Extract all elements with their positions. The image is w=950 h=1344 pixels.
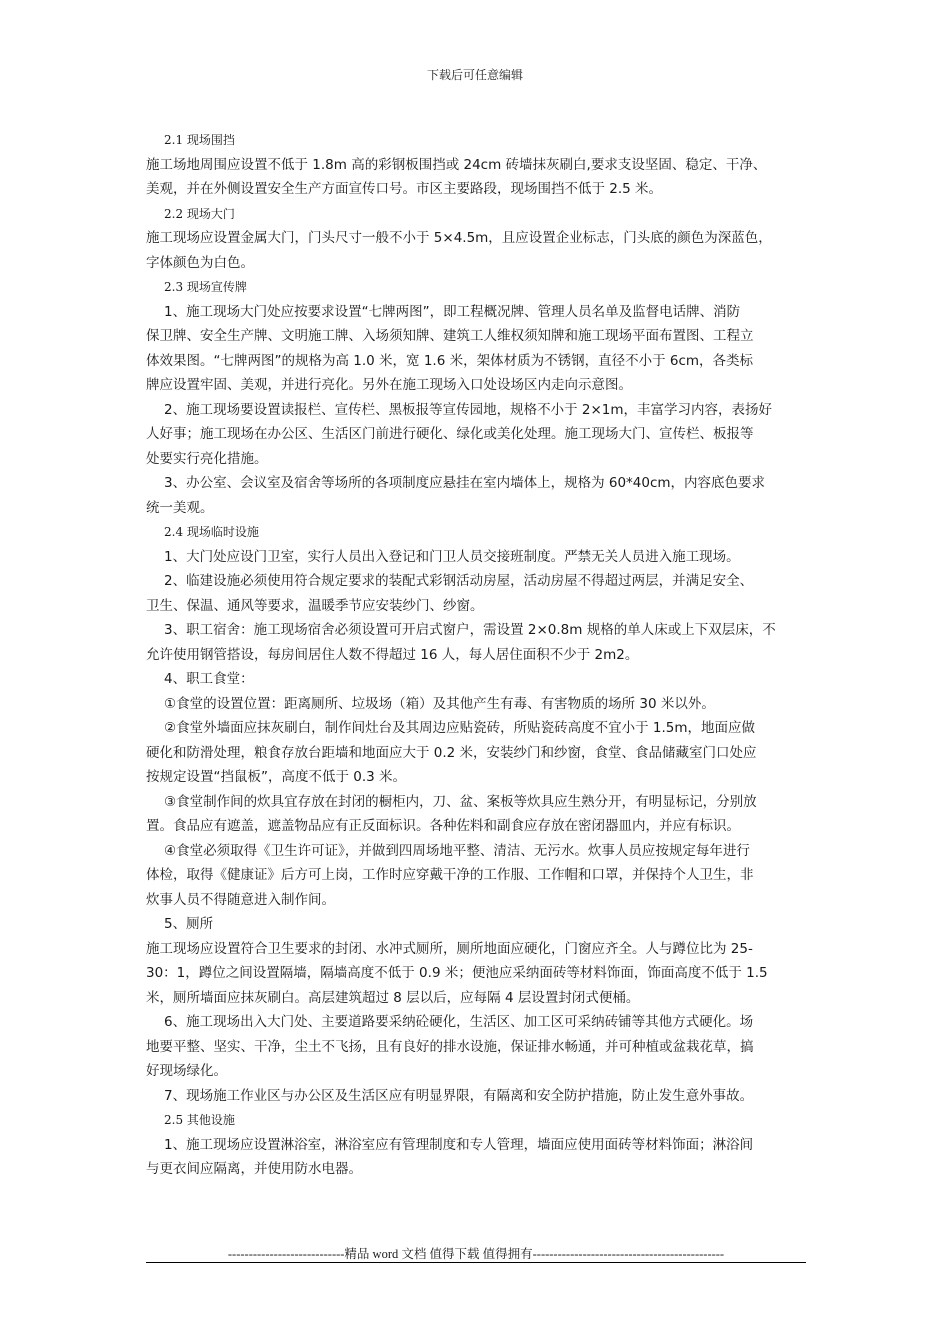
text-line: 5、厕所 (164, 916, 214, 932)
text-line: 1、施工现场应设置淋浴室，淋浴室应有管理制度和专人管理，墙面应使用面砖等材料饰面；淋浴间 (164, 1136, 754, 1153)
text-line: 2、临建设施必须使用符合规定要求的装配式彩钢活动房屋，活动房屋不得超过两层，并满足安全、 (164, 573, 754, 589)
text-line: 体效果图。“七牌两图”的规格为高 1.0 米，宽 1.6 米，架体材质为不锈钢，直径不小于 6cm，各类标 (146, 352, 754, 369)
section-heading: 2.5 其他设施 (164, 1113, 235, 1127)
text-line: 1、大门处应设门卫室，实行人员出入登记和门卫人员交接班制度。严禁无关人员进入施工现场。 (164, 548, 740, 565)
text-line: 体检，取得《健康证》后方可上岗，工作时应穿戴干净的工作服、工作帽和口罩，并保持个人卫生，非 (146, 867, 754, 883)
text-line: 3、职工宿舍：施工现场宿舍必须设置可开启式窗户，需设置 2×0.8m 规格的单人床或上下双层床，不 (164, 622, 776, 638)
page-header: 下载后可任意编辑 (426, 68, 523, 82)
section-heading: 2.3 现场宣传牌 (164, 280, 247, 294)
text-line: 置。食品应有遮盖，遮盖物品应有正反面标识。各种佐料和副食应存放在密闭器皿内，并应有标识。 (146, 818, 740, 834)
text-line: ④食堂必须取得《卫生许可证》，并做到四周场地平整、清洁、无污水。炊事人员应按规定每年进行 (164, 842, 750, 859)
text-line: 处要实行亮化措施。 (146, 450, 268, 467)
text-line: 4、职工食堂： (164, 671, 254, 687)
footer-divider (146, 1262, 806, 1263)
text-line: 卫生、保温、通风等要求，温暖季节应安装纱门、纱窗。 (146, 597, 484, 614)
section-heading: 2.4 现场临时设施 (164, 525, 259, 539)
text-line: 7、现场施工作业区与办公区及生活区应有明显界限，有隔离和安全防护措施，防止发生意外事故。 (164, 1087, 754, 1104)
text-line: 与更衣间应隔离，并使用防水电器。 (146, 1161, 362, 1177)
text-line: 按规定设置“挡鼠板”，高度不低于 0.3 米。 (146, 769, 407, 785)
text-line: ①食堂的设置位置：距离厕所、垃圾场（箱）及其他产生有毒、有害物质的场所 30 米以外。 (164, 695, 715, 712)
text-line: 硬化和防滑处理，粮食存放台距墙和地面应大于 0.2 米，安装纱门和纱窗，食堂、食品储藏室门口处应 (146, 744, 757, 761)
section-heading: 2.1 现场围挡 (164, 133, 235, 147)
text-line: 6、施工现场出入大门处、主要道路要采纳砼硬化，生活区、加工区可采纳砖铺等其他方式硬化。场 (164, 1014, 754, 1030)
text-line: ③食堂制作间的炊具宜存放在封闭的橱柜内，刀、盆、案板等炊具应生熟分开，有明显标记，分别放 (164, 793, 757, 810)
text-line: 30：1，蹲位之间设置隔墙，隔墙高度不低于 0.9 米；便池应采纳面砖等材料饰面，饰面高度不低于 1.5 (146, 965, 768, 981)
text-line: 米，厕所墙面应抹灰刷白。高层建筑超过 8 层以后，应每隔 4 层设置封闭式便桶。 (146, 989, 640, 1006)
text-line: 施工现场应设置符合卫生要求的封闭、水冲式厕所，厕所地面应硬化，门窗应齐全。人与蹲位比为 25- (146, 940, 753, 957)
text-line: 2、施工现场要设置读报栏、宣传栏、黑板报等宣传园地，规格不小于 2×1m，丰富学习内容，表扬好 (164, 401, 773, 418)
text-line: 施工场地周围应设置不低于 1.8m 高的彩钢板围挡或 24cm 砖墙抹灰刷白,要求支设坚固、稳定、干净、 (146, 156, 767, 173)
text-line: 好现场绿化。 (146, 1063, 227, 1079)
text-line: 3、办公室、会议室及宿舍等场所的各项制度应悬挂在室内墙体上，规格为 60*40cm，内容底色要求 (164, 475, 766, 491)
text-line: ②食堂外墙面应抹灰刷白，制作间灶台及其周边应贴瓷砖，所贴瓷砖高度不宜小于 1.5m，地面应做 (164, 720, 756, 736)
text-line: 炊事人员不得随意进入制作间。 (146, 891, 335, 908)
text-line: 字体颜色为白色。 (146, 254, 254, 271)
text-line: 1、施工现场大门处应按要求设置“七牌两图”，即工程概况牌、管理人员名单及监督电话牌、消防 (164, 303, 741, 320)
text-line: 地要平整、坚实、干净，尘土不飞扬，且有良好的排水设施，保证排水畅通，并可种植或盆栽花草，搞 (146, 1038, 754, 1055)
text-line: 统一美观。 (146, 499, 214, 516)
section-heading: 2.2 现场大门 (164, 206, 235, 221)
text-line: 保卫牌、安全生产牌、文明施工牌、入场须知牌、建筑工人维权须知牌和施工现场平面布置图、工程立 (146, 328, 754, 344)
text-line: 美观，并在外侧设置安全生产方面宣传口号。市区主要路段，现场围挡不低于 2.5 米。 (146, 181, 663, 197)
text-line: 施工现场应设置金属大门，门头尺寸一般不小于 5×4.5m，且应设置企业标志，门头底的颜色为深蓝色， (146, 230, 772, 246)
text-line: 牌应设置牢固、美观，并进行亮化。另外在施工现场入口处设场区内走向示意图。 (146, 377, 632, 393)
text-line: 允许使用钢管搭设，每房间居住人数不得超过 16 人，每人居住面积不少于 2m2。 (146, 646, 639, 663)
text-line: 人好事；施工现场在办公区、生活区门前进行硬化、绿化或美化处理。施工现场大门、宣传栏、板报等 (146, 426, 754, 442)
footer-banner: ----------------------------精品 word 文档 值得下载 值得拥有---------------------------------------------- (227, 1247, 725, 1261)
